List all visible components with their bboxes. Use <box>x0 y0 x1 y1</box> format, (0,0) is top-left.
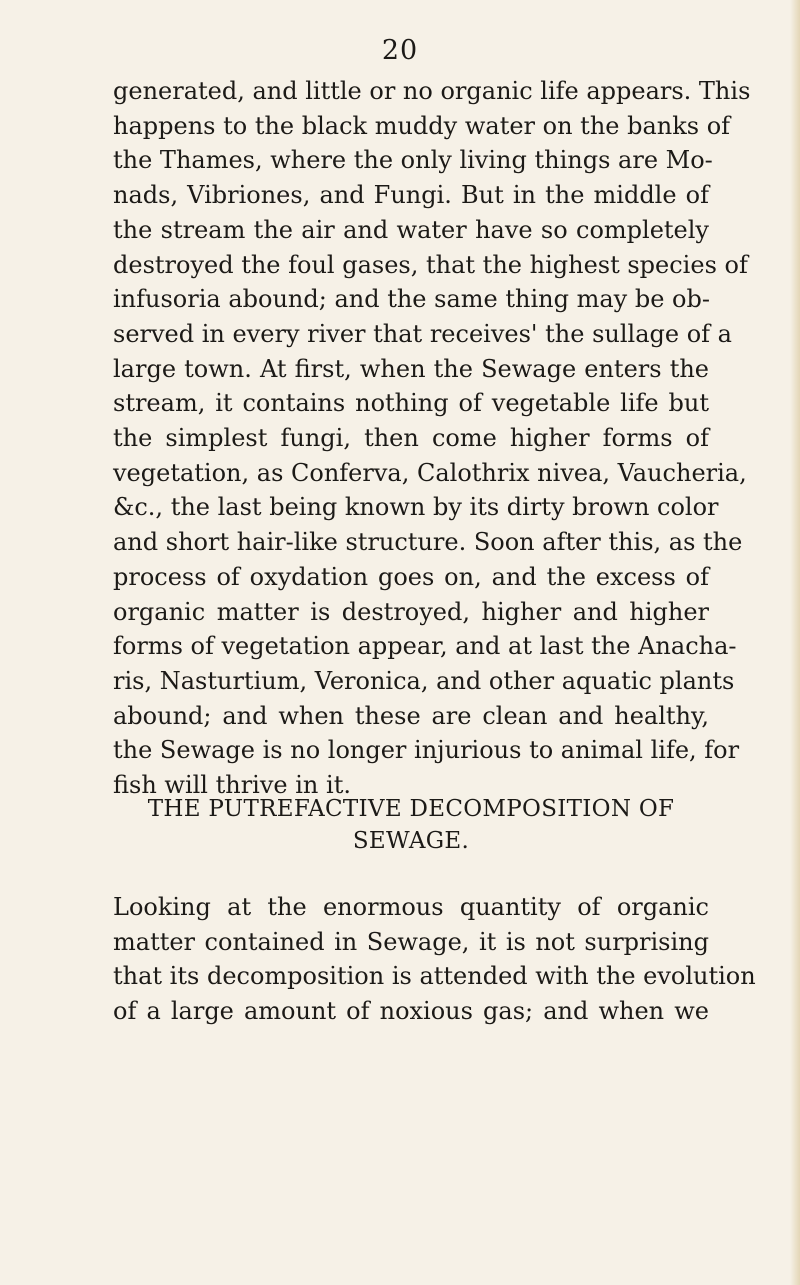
text-line: forms of vegetation appear, and at last the Anacha- <box>113 632 737 661</box>
text-line: the simplest fungi, then come higher forms of <box>113 424 709 453</box>
heading-line: THE PUTREFACTIVE DECOMPOSITION OF <box>147 796 675 822</box>
text-line: organic matter is destroyed, higher and higher <box>113 597 709 626</box>
text-line: the Thames, where the only living things are Mo- <box>113 146 713 175</box>
text-line: vegetation, as Conferva, Calothrix nivea, Vaucheria, <box>113 458 747 487</box>
text-line: stream, it contains nothing of vegetable life but <box>113 389 709 418</box>
text-line: process of oxydation goes on, and the excess of <box>113 562 709 591</box>
text-line: large town. At first, when the Sewage enters the <box>113 354 709 383</box>
text-line: the Sewage is no longer injurious to animal life, for <box>113 736 740 765</box>
text-line: that its decomposition is attended with the evolution <box>113 962 756 991</box>
text-line: the stream the air and water have so completely <box>113 215 709 244</box>
page-number: 20 <box>381 35 419 66</box>
text-line: served in every river that receives' the sullage of a <box>113 319 732 348</box>
text-line: matter contained in Sewage, it is not surprising <box>113 927 709 956</box>
text-line: abound; and when these are clean and healthy, <box>113 701 709 730</box>
paragraph-1 <box>113 74 751 803</box>
heading-line: SEWAGE. <box>352 828 470 854</box>
text-line: nads, Vibriones, and Fungi. But in the middle of <box>113 181 709 210</box>
text-line: destroyed the foul gases, that the highest species of <box>113 250 748 279</box>
text-line: generated, and little or no organic life appears. This <box>113 77 751 105</box>
text-line: fish will thrive in it. <box>113 771 351 800</box>
section-heading <box>113 793 709 857</box>
page-edge-shadow <box>790 0 800 1285</box>
text-line: of a large amount of noxious gas; and when we <box>113 997 709 1026</box>
text-line: happens to the black muddy water on the banks of <box>113 111 731 140</box>
paragraph-2 <box>113 890 756 1029</box>
text-line: &c., the last being known by its dirty brown color <box>113 493 719 522</box>
text-line: and short hair-like structure. Soon after this, as the <box>113 528 743 557</box>
text-line: Looking at the enormous quantity of organic <box>113 893 709 921</box>
text-line: infusoria abound; and the same thing may be ob- <box>113 285 710 314</box>
text-line: ris, Nasturtium, Veronica, and other aquatic plants <box>113 666 735 695</box>
